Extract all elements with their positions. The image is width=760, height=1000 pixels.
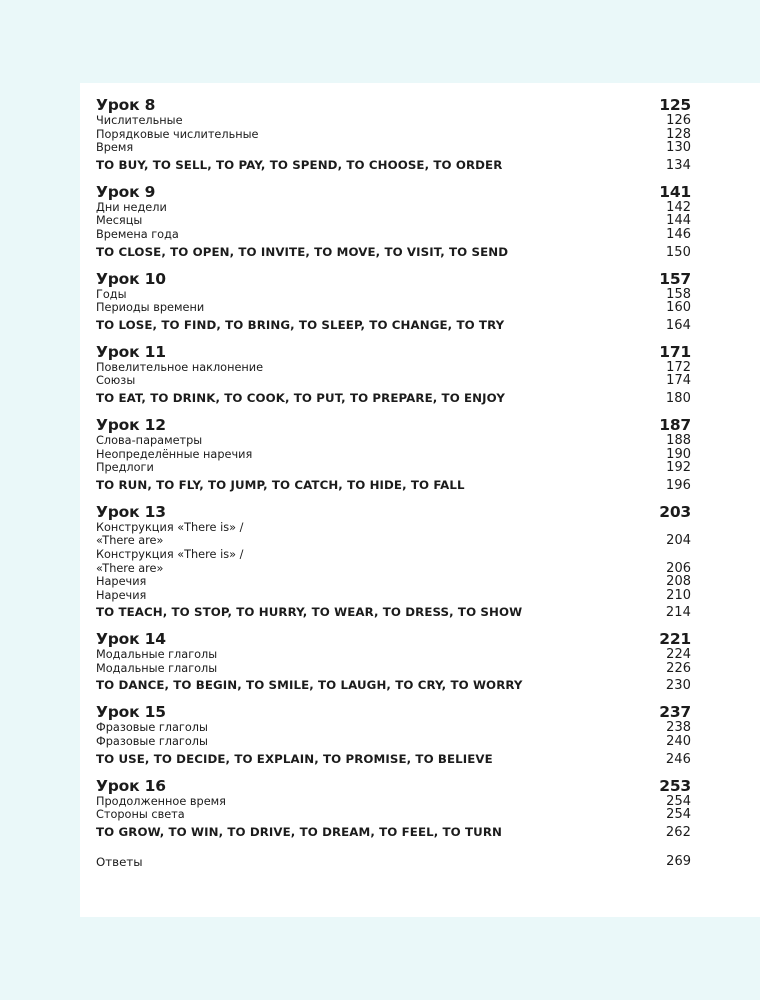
lesson-page: 157 xyxy=(659,269,691,288)
topic-title: Модальные глаголы xyxy=(96,661,218,675)
lesson-heading xyxy=(96,501,691,521)
topic-title: Модальные глаголы xyxy=(96,648,218,662)
topic-entry xyxy=(96,374,691,388)
topic-page: 224 xyxy=(666,647,691,663)
lesson-title: Урок 13 xyxy=(96,502,166,521)
topic-page: 254 xyxy=(666,793,691,809)
lesson-heading xyxy=(96,701,691,721)
topic-entry xyxy=(96,128,691,142)
verbs-entry xyxy=(96,158,691,173)
topic-page: 144 xyxy=(666,213,691,229)
book-page xyxy=(80,83,760,917)
topic-title: Конструкция «There is» / «There are» xyxy=(96,520,244,548)
topic-title: Повелительное наклонение xyxy=(96,360,264,374)
lesson-block xyxy=(96,414,691,493)
lesson-heading xyxy=(96,775,691,795)
topic-entry xyxy=(96,228,691,242)
topic-page: 142 xyxy=(666,199,691,215)
verbs-entry xyxy=(96,678,691,693)
verbs-page: 196 xyxy=(665,477,691,493)
verbs-list: TO CLOSE, TO OPEN, TO INVITE, TO MOVE, TO VISIT, TO SEND xyxy=(96,244,509,259)
lesson-block xyxy=(96,701,691,766)
topic-entry xyxy=(96,589,691,603)
lesson-heading xyxy=(96,628,691,648)
topic-page: 210 xyxy=(666,587,691,603)
topic-page: 208 xyxy=(666,574,691,590)
lesson-block xyxy=(96,341,691,406)
verbs-list: TO USE, TO DECIDE, TO EXPLAIN, TO PROMISE, TO BELIEVE xyxy=(96,751,493,766)
lesson-block xyxy=(96,94,691,173)
lesson-title: Урок 16 xyxy=(96,776,166,795)
answers-label: Ответы xyxy=(96,854,143,869)
lesson-title: Урок 14 xyxy=(96,630,166,649)
topic-entry xyxy=(96,795,691,809)
topic-title: Порядковые числительные xyxy=(96,127,259,141)
verbs-page: 150 xyxy=(665,244,691,260)
topic-page: 204 xyxy=(666,533,691,549)
topic-page: 158 xyxy=(666,286,691,302)
topic-title: Предлоги xyxy=(96,461,154,475)
verbs-page: 180 xyxy=(665,390,691,406)
verbs-page: 230 xyxy=(665,678,691,694)
lesson-block xyxy=(96,628,691,693)
topic-page: 126 xyxy=(666,113,691,128)
verbs-entry xyxy=(96,825,691,840)
topic-title: Слова-параметры xyxy=(96,433,203,447)
topic-page: 226 xyxy=(666,660,691,676)
topic-title: Неопределённые наречия xyxy=(96,447,253,461)
topic-entry xyxy=(96,461,691,475)
topic-entry xyxy=(96,721,691,735)
topic-title: Наречия xyxy=(96,588,147,602)
lesson-title: Урок 11 xyxy=(96,342,166,361)
topic-title: Время xyxy=(96,141,134,155)
topic-page: 188 xyxy=(666,432,691,448)
topic-entry xyxy=(96,434,691,448)
topic-title: Месяцы xyxy=(96,214,143,228)
topic-title: Союзы xyxy=(96,374,136,388)
lesson-heading xyxy=(96,341,691,361)
topic-entry xyxy=(96,448,691,462)
topic-page: 172 xyxy=(666,359,691,375)
topic-page: 192 xyxy=(666,460,691,476)
verbs-entry xyxy=(96,245,691,260)
lesson-block xyxy=(96,181,691,260)
lesson-list xyxy=(96,94,691,840)
topic-entry xyxy=(96,648,691,662)
verbs-list: TO LOSE, TO FIND, TO BRING, TO SLEEP, TO CHANGE, TO TRY xyxy=(96,317,505,332)
topic-title: Стороны света xyxy=(96,808,185,822)
lesson-page: 203 xyxy=(659,502,691,521)
topic-page: 206 xyxy=(666,560,691,576)
topic-title: Наречия xyxy=(96,575,147,589)
topic-page: 174 xyxy=(666,373,691,389)
topic-page: 240 xyxy=(666,734,691,750)
verbs-list: TO RUN, TO FLY, TO JUMP, TO CATCH, TO HIDE, TO FALL xyxy=(96,477,465,492)
lesson-title: Урок 8 xyxy=(96,96,156,114)
verbs-page: 246 xyxy=(665,751,691,767)
verbs-list: TO BUY, TO SELL, TO PAY, TO SPEND, TO CHOOSE, TO ORDER xyxy=(96,157,503,172)
lesson-page: 253 xyxy=(659,776,691,795)
topic-entry xyxy=(96,521,691,548)
answers-entry xyxy=(96,854,691,869)
lesson-page: 125 xyxy=(659,96,691,114)
lesson-title: Урок 15 xyxy=(96,703,166,722)
lesson-heading xyxy=(96,414,691,434)
lesson-page: 221 xyxy=(659,630,691,649)
lesson-block xyxy=(96,775,691,840)
verbs-page: 164 xyxy=(665,317,691,333)
topic-entry xyxy=(96,735,691,749)
topic-entry xyxy=(96,548,691,575)
topic-page: 254 xyxy=(666,807,691,823)
topic-entry xyxy=(96,288,691,302)
topic-page: 238 xyxy=(666,720,691,736)
lesson-heading xyxy=(96,94,691,114)
lesson-heading xyxy=(96,268,691,288)
topic-page: 146 xyxy=(666,226,691,242)
lesson-heading xyxy=(96,181,691,201)
topic-title: Конструкция «There is» / «There are» xyxy=(96,547,244,575)
verbs-list: TO TEACH, TO STOP, TO HURRY, TO WEAR, TO DRESS, TO SHOW xyxy=(96,605,523,620)
topic-entry xyxy=(96,361,691,375)
verbs-list: TO EAT, TO DRINK, TO COOK, TO PUT, TO PREPARE, TO ENJOY xyxy=(96,390,505,405)
verbs-entry xyxy=(96,391,691,406)
topic-page: 160 xyxy=(666,300,691,316)
table-of-contents xyxy=(96,94,691,869)
lesson-title: Урок 9 xyxy=(96,182,156,201)
verbs-page: 214 xyxy=(665,605,691,621)
verbs-page: 134 xyxy=(665,157,691,173)
topic-page: 130 xyxy=(666,140,691,156)
topic-page: 128 xyxy=(666,126,691,142)
topic-title: Дни недели xyxy=(96,200,167,214)
verbs-entry xyxy=(96,752,691,767)
lesson-block xyxy=(96,268,691,333)
answers-page: 269 xyxy=(666,853,691,869)
lesson-page: 187 xyxy=(659,415,691,434)
topic-entry xyxy=(96,662,691,676)
topic-title: Годы xyxy=(96,287,127,301)
verbs-page: 262 xyxy=(665,824,691,840)
verbs-entry xyxy=(96,605,691,620)
verbs-entry xyxy=(96,318,691,333)
topic-title: Времена года xyxy=(96,227,179,241)
verbs-entry xyxy=(96,478,691,493)
lesson-page: 141 xyxy=(659,182,691,201)
verbs-list: TO DANCE, TO BEGIN, TO SMILE, TO LAUGH, TO CRY, TO WORRY xyxy=(96,678,523,693)
topic-entry xyxy=(96,301,691,315)
topic-title: Фразовые глаголы xyxy=(96,735,208,749)
lesson-page: 237 xyxy=(659,703,691,722)
topic-title: Продолженное время xyxy=(96,794,226,808)
topic-entry xyxy=(96,575,691,589)
lesson-title: Урок 12 xyxy=(96,415,166,434)
lesson-title: Урок 10 xyxy=(96,269,166,288)
topic-entry xyxy=(96,201,691,215)
topic-entry xyxy=(96,141,691,155)
verbs-list: TO GROW, TO WIN, TO DRIVE, TO DREAM, TO FEEL, TO TURN xyxy=(96,824,502,839)
lesson-page: 171 xyxy=(659,342,691,361)
topic-title: Фразовые глаголы xyxy=(96,721,208,735)
topic-entry xyxy=(96,808,691,822)
topic-title: Периоды времени xyxy=(96,301,205,315)
topic-entry xyxy=(96,214,691,228)
topic-title: Числительные xyxy=(96,114,183,127)
topic-entry xyxy=(96,114,691,128)
lesson-block xyxy=(96,501,691,621)
topic-page: 190 xyxy=(666,446,691,462)
